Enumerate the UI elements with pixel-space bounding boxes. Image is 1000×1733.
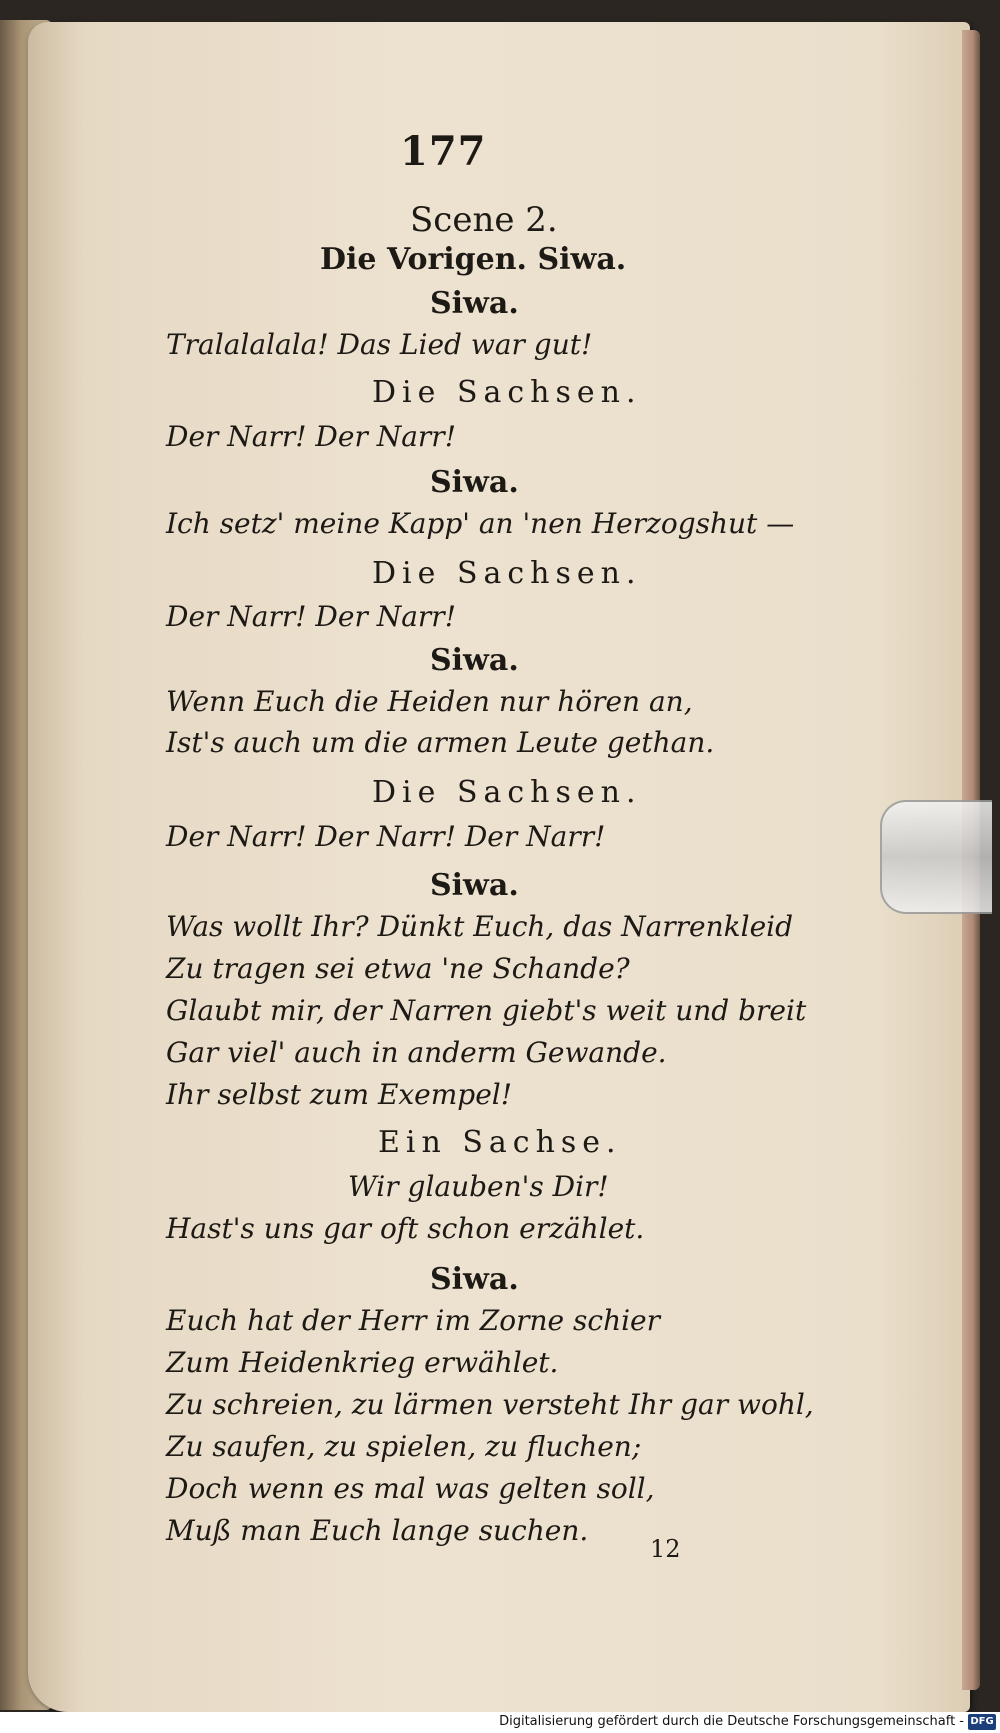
dfg-logo-icon: DFG bbox=[968, 1714, 996, 1730]
verse-line: Zu tragen sei etwa 'ne Schande? bbox=[166, 952, 630, 985]
verse-line: Der Narr! Der Narr! Der Narr! bbox=[166, 820, 606, 853]
verse-line: Hast's uns gar oft schon erzählet. bbox=[166, 1212, 645, 1245]
digitization-footer bbox=[0, 1712, 1000, 1733]
verse-line: Ihr selbst zum Exempel! bbox=[166, 1078, 513, 1111]
speaker-sachsen: Die Sachsen. bbox=[372, 556, 642, 591]
verse-line: Zu schreien, zu lärmen versteht Ihr gar wohl, bbox=[166, 1388, 814, 1421]
speaker-sachsen: Die Sachsen. bbox=[372, 775, 642, 810]
verse-line: Doch wenn es mal was gelten soll, bbox=[166, 1472, 655, 1505]
speaker-siwa: Siwa. bbox=[430, 643, 519, 678]
verse-line: Ist's auch um die armen Leute gethan. bbox=[166, 726, 715, 759]
verse-line: Euch hat der Herr im Zorne schier bbox=[166, 1304, 661, 1337]
speaker-sachsen: Die Sachsen. bbox=[372, 375, 642, 410]
signature-mark: 12 bbox=[650, 1535, 681, 1563]
cast-line: Die Vorigen. Siwa. bbox=[320, 242, 627, 277]
verse-line: Wir glauben's Dir! bbox=[348, 1170, 609, 1203]
verse-line: Muß man Euch lange suchen. bbox=[166, 1514, 589, 1547]
verse-line: Was wollt Ihr? Dünkt Euch, das Narrenkleid bbox=[166, 910, 794, 943]
verse-line: Glaubt mir, der Narren giebt's weit und breit bbox=[166, 994, 807, 1027]
speaker-siwa: Siwa. bbox=[430, 1262, 519, 1297]
verse-line: Wenn Euch die Heiden nur hören an, bbox=[166, 685, 693, 718]
verse-line: Gar viel' auch in anderm Gewande. bbox=[166, 1036, 667, 1069]
page-number: 177 bbox=[400, 128, 487, 175]
verse-line: Der Narr! Der Narr! bbox=[166, 420, 456, 453]
speaker-siwa: Siwa. bbox=[430, 286, 519, 321]
verse-line: Tralalalala! Das Lied war gut! bbox=[166, 328, 593, 361]
verse-line: Zum Heidenkrieg erwählet. bbox=[166, 1346, 559, 1379]
speaker-siwa: Siwa. bbox=[430, 465, 519, 500]
verse-line: Zu saufen, zu spielen, zu fluchen; bbox=[166, 1430, 642, 1463]
funding-credit: Digitalisierung gefördert durch die Deutsche Forschungsgemeinschaft - bbox=[499, 1714, 964, 1729]
speaker-ein-sachse: Ein Sachse. bbox=[378, 1125, 622, 1160]
scene-heading: Scene 2. bbox=[410, 200, 558, 240]
verse-line: Der Narr! Der Narr! bbox=[166, 600, 456, 633]
speaker-siwa: Siwa. bbox=[430, 868, 519, 903]
verse-line: Ich setz' meine Kapp' an 'nen Herzogshut — bbox=[166, 507, 795, 540]
